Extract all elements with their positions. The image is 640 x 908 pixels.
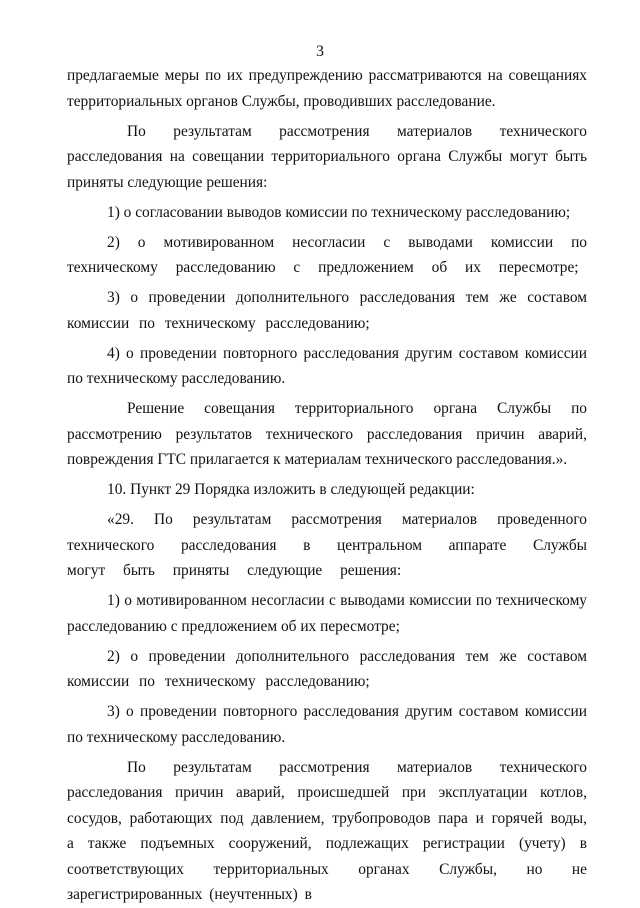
page-number: 3: [316, 43, 324, 60]
paragraph-decision-attached: Решение совещания территориального органа Службы по рассмотрению результатов технического расследования причин аварий, повреждения ГТС прилагается к материалам технического расследования.».: [67, 400, 587, 468]
list-item-29-3: 3) о проведении повторного расследования другим составом комиссии по техническому расследованию.: [67, 703, 587, 746]
document-body: [67, 63, 587, 908]
list-item-2: 2) о мотивированном несогласии с выводами комиссии по техническому расследованию с предложением об их пересмотре;: [67, 233, 587, 276]
paragraph-decisions-intro: По результатам рассмотрения материалов технического расследования на совещании территориального органа Службы могут быть приняты следующие решения:: [67, 122, 587, 191]
paragraph-continuation: предлагаемые меры по их предупреждению рассматриваются на совещаниях территориальных органов Службы, проводивших расследование.: [67, 67, 587, 110]
list-item-29-1: 1) о мотивированном несогласии с выводами комиссии по техническому расследованию с предложением об их пересмотре;: [67, 592, 587, 635]
list-item-29-2: 2) о проведении дополнительного расследования тем же составом комиссии по техническому расследованию;: [67, 647, 587, 690]
list-item-4: 4) о проведении повторного расследования другим составом комиссии по техническому расследованию.: [67, 344, 587, 387]
list-item-3: 3) о проведении дополнительного расследования тем же составом комиссии по техническому расследованию;: [67, 289, 587, 332]
list-item-1: 1) о согласовании выводов комиссии по техническому расследованию;: [107, 203, 571, 221]
paragraph-boilers-vessels: По результатам рассмотрения материалов технического расследования причин аварий, происшедшей при эксплуатации котлов, сосудов, работающих под давлением, трубопроводов пара и горячей воды, а также подъемных сооружений, подлежащих регистрации (учету) в соответствующих территориальных органах Службы, но не зарегистрированных (неучтенных) в: [67, 758, 587, 903]
paragraph-item-10: 10. Пункт 29 Порядка изложить в следующей редакции:: [107, 481, 475, 498]
paragraph-point-29: «29. По результатам рассмотрения материалов проведенного технического расследования в центральном аппарате Службы могут быть приняты следующие решения:: [67, 511, 587, 579]
